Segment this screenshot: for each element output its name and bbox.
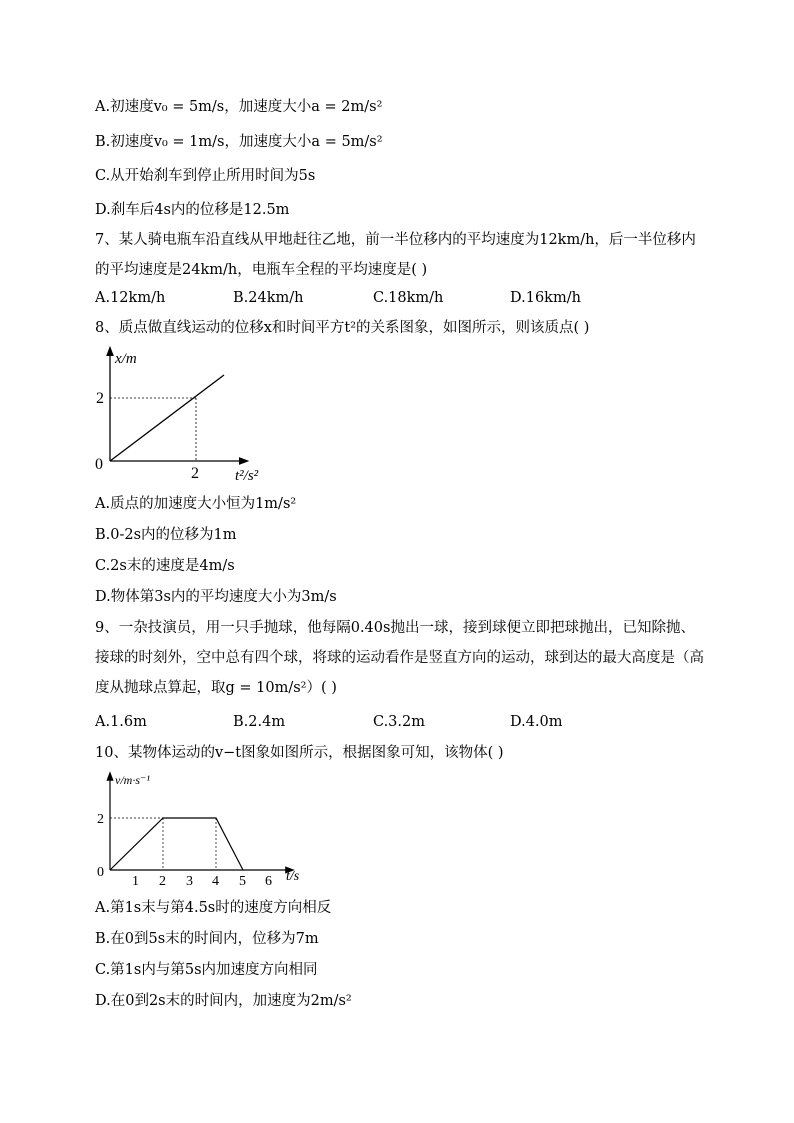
q8-x-tick: 2 [191,465,199,482]
q7-options [95,290,715,310]
q10-y-tick: 2 [97,812,104,827]
q8-x-label: t²/s² [235,468,259,484]
q10-x-tick-2: 2 [159,874,166,889]
q10-x-label: t/s [286,869,300,884]
q6-option-c: C.从开始刹车到停止所用时间为5s [95,168,316,184]
q10-x-tick-6: 6 [265,874,272,889]
q10-option-c: C.第1s内与第5s内加速度方向相同 [95,962,318,978]
q8-graph [88,345,288,485]
q8-origin: 0 [95,456,103,473]
q8-option-a: A.质点的加速度大小恒为1m/s² [95,496,297,512]
q6-option-b: B.初速度v₀ = 1m/s，加速度大小a = 5m/s² [95,134,383,150]
q10-x-tick-4: 4 [212,874,219,889]
q9-stem: 9、一杂技演员，用一只手抛球，他每隔0.40s抛出一球，接到球便立即把球抛出，已知除抛、接球的时刻外，空中总有四个球，将球的运动看作是竖直方向的运动，球到达的最大高度是（高度从抛球点算起，取g = 10m/s²）( ) [95,620,704,696]
q10-stem: 10、某物体运动的v−t图象如图所示，根据图象可知，该物体( ) [95,745,504,761]
q10-option-a: A.第1s末与第4.5s时的速度方向相反 [95,900,332,916]
q8-option-c: C.2s末的速度是4m/s [95,558,235,574]
q9-option-a: A.1.6m [95,714,147,730]
q10-x-tick-3: 3 [186,874,193,889]
q7-option-c: C.18km/h [373,290,444,306]
q10-option-b: B.在0到5s末的时间内，位移为7m [95,931,319,947]
q6-option-a: A.初速度v₀ = 5m/s，加速度大小a = 2m/s² [95,99,383,115]
q10-x-tick-5: 5 [239,874,246,889]
q9-options [95,714,715,734]
q10-graph [90,770,320,890]
q10-y-label: v/m·s⁻¹ [115,773,150,787]
q8-y-tick: 2 [96,390,104,407]
q8-option-d: D.物体第3s内的平均速度大小为3m/s [95,589,337,605]
q10-data-line [110,818,243,870]
q7-option-b: B.24km/h [233,290,304,306]
q8-data-line [110,375,224,461]
q8-stem: 8、质点做直线运动的位移x和时间平方t²的关系图象，如图所示，则该质点( ) [95,320,590,336]
q7-stem: 7、某人骑电瓶车沿直线从甲地赶往乙地，前一半位移内的平均速度为12km/h，后一半位移内的平均速度是24km/h，电瓶车全程的平均速度是( ) [95,232,696,278]
q6-option-d: D.刹车后4s内的位移是12.5m [95,202,290,218]
q10-x-tick-1: 1 [132,874,139,889]
q8-option-b: B.0-2s内的位移为1m [95,527,237,543]
q7-option-a: A.12km/h [95,290,166,306]
q10-option-d: D.在0到2s末的时间内，加速度为2m/s² [95,993,352,1009]
q9-option-b: B.2.4m [233,714,286,730]
q7-option-d: D.16km/h [510,290,581,306]
q9-option-c: C.3.2m [373,714,425,730]
q8-y-label: x/m [115,351,137,367]
q10-origin: 0 [97,865,104,880]
q9-option-d: D.4.0m [510,714,563,730]
